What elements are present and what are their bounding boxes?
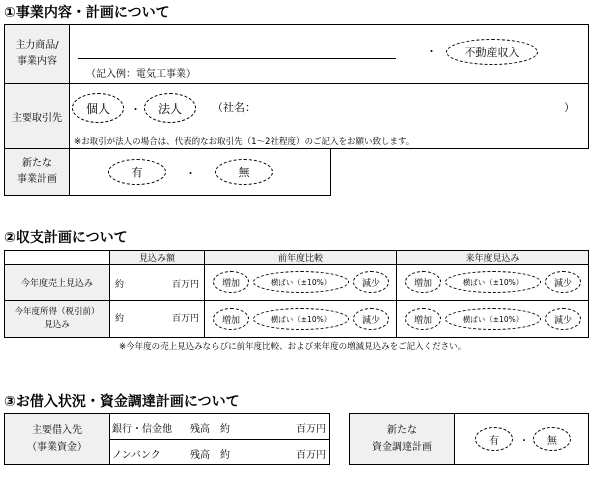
main-lender-label: 主要借入先 （事業資金） <box>4 413 110 465</box>
plan-no-option[interactable]: 無 <box>215 159 273 185</box>
header-blank <box>4 250 110 265</box>
income-amount-field[interactable] <box>109 300 205 338</box>
income-prev-year-options <box>204 300 397 338</box>
main-product-field[interactable] <box>69 24 589 84</box>
individual-option[interactable]: 個人 <box>72 93 124 123</box>
funding-no-option[interactable]: 無 <box>533 427 571 451</box>
header-forecast: 見込み額 <box>109 250 205 265</box>
client-label: 主要取引先 <box>4 83 70 149</box>
sales-prev-year-options <box>204 264 397 301</box>
nonbank-label: ノンバンク <box>112 450 161 461</box>
unit-label: 百万円 <box>172 314 200 324</box>
section2-title: ②収支計画について <box>4 230 128 246</box>
income-prev-decrease-option[interactable]: 減少 <box>353 308 389 330</box>
income-next-increase-option[interactable]: 増加 <box>405 308 441 330</box>
income-next-year-options <box>396 300 589 338</box>
balance-label: 残高 <box>190 424 210 435</box>
header-prev-year: 前年度比較 <box>204 250 397 265</box>
section1-title: ①事業内容・計画について <box>4 5 170 21</box>
approx-label: 約 <box>220 450 230 461</box>
sales-prev-decrease-option[interactable]: 減少 <box>353 271 389 293</box>
separator-dot: ・ <box>185 167 196 180</box>
plan-yes-option[interactable]: 有 <box>108 159 166 185</box>
example-text: （記入例：電気工事業） <box>86 69 196 80</box>
real-estate-income-option[interactable]: 不動産収入 <box>446 39 538 65</box>
client-note: ※お取引が法人の場合は、代表的なお取引先（1～2社程度）のご記入をお願い致します。 <box>74 137 415 147</box>
income-prev-flat-option[interactable]: 横ばい（±10%） <box>253 308 349 330</box>
sales-next-increase-option[interactable]: 増加 <box>405 271 441 293</box>
separator-dot: ・ <box>130 103 141 116</box>
section3-title: ③お借入状況・資金調達計画について <box>4 394 240 410</box>
income-prev-increase-option[interactable]: 増加 <box>213 308 249 330</box>
new-business-plan-field[interactable] <box>69 148 331 196</box>
income-forecast-label: 今年度所得（税引前） 見込み <box>4 300 110 338</box>
approx-label: 約 <box>115 280 125 290</box>
sales-amount-field[interactable] <box>109 264 205 301</box>
sales-next-year-options <box>396 264 589 301</box>
bank-label: 銀行・信金他 <box>112 424 172 435</box>
funding-yes-option[interactable]: 有 <box>475 427 513 451</box>
sales-prev-flat-option[interactable]: 横ばい（±10%） <box>253 271 349 293</box>
company-name-label: （社名： <box>212 101 256 114</box>
approx-label: 約 <box>220 424 230 435</box>
income-next-decrease-option[interactable]: 減少 <box>545 308 581 330</box>
main-product-underline <box>78 58 396 59</box>
approx-label: 約 <box>115 314 125 324</box>
income-next-flat-option[interactable]: 横ばい（±10%） <box>445 308 541 330</box>
sales-next-decrease-option[interactable]: 減少 <box>545 271 581 293</box>
unit-label: 百万円 <box>296 424 326 435</box>
balance-label: 残高 <box>190 450 210 461</box>
sales-forecast-label: 今年度売上見込み <box>4 264 110 301</box>
header-next-year: 来年度見込み <box>396 250 589 265</box>
close-paren: ） <box>564 101 575 114</box>
separator-dot: ・ <box>426 45 437 58</box>
main-product-label: 主力商品/ 事業内容 <box>4 24 70 84</box>
corporation-option[interactable]: 法人 <box>144 93 196 123</box>
nonbank-balance-field[interactable] <box>109 439 330 465</box>
client-field[interactable] <box>69 83 589 149</box>
bank-balance-field[interactable] <box>109 413 330 440</box>
funding-plan-field[interactable] <box>454 413 589 465</box>
unit-label: 百万円 <box>296 450 326 461</box>
sales-prev-increase-option[interactable]: 増加 <box>213 271 249 293</box>
unit-label: 百万円 <box>172 280 200 290</box>
separator-dot: ・ <box>519 436 529 447</box>
income-statement-note: ※今年度の売上見込みならびに前年度比較、および来年度の増減見込みをご記入ください。 <box>119 342 467 352</box>
funding-plan-label: 新たな 資金調達計画 <box>349 413 455 465</box>
sales-next-flat-option[interactable]: 横ばい（±10%） <box>445 271 541 293</box>
new-business-plan-label: 新たな 事業計画 <box>4 148 70 196</box>
